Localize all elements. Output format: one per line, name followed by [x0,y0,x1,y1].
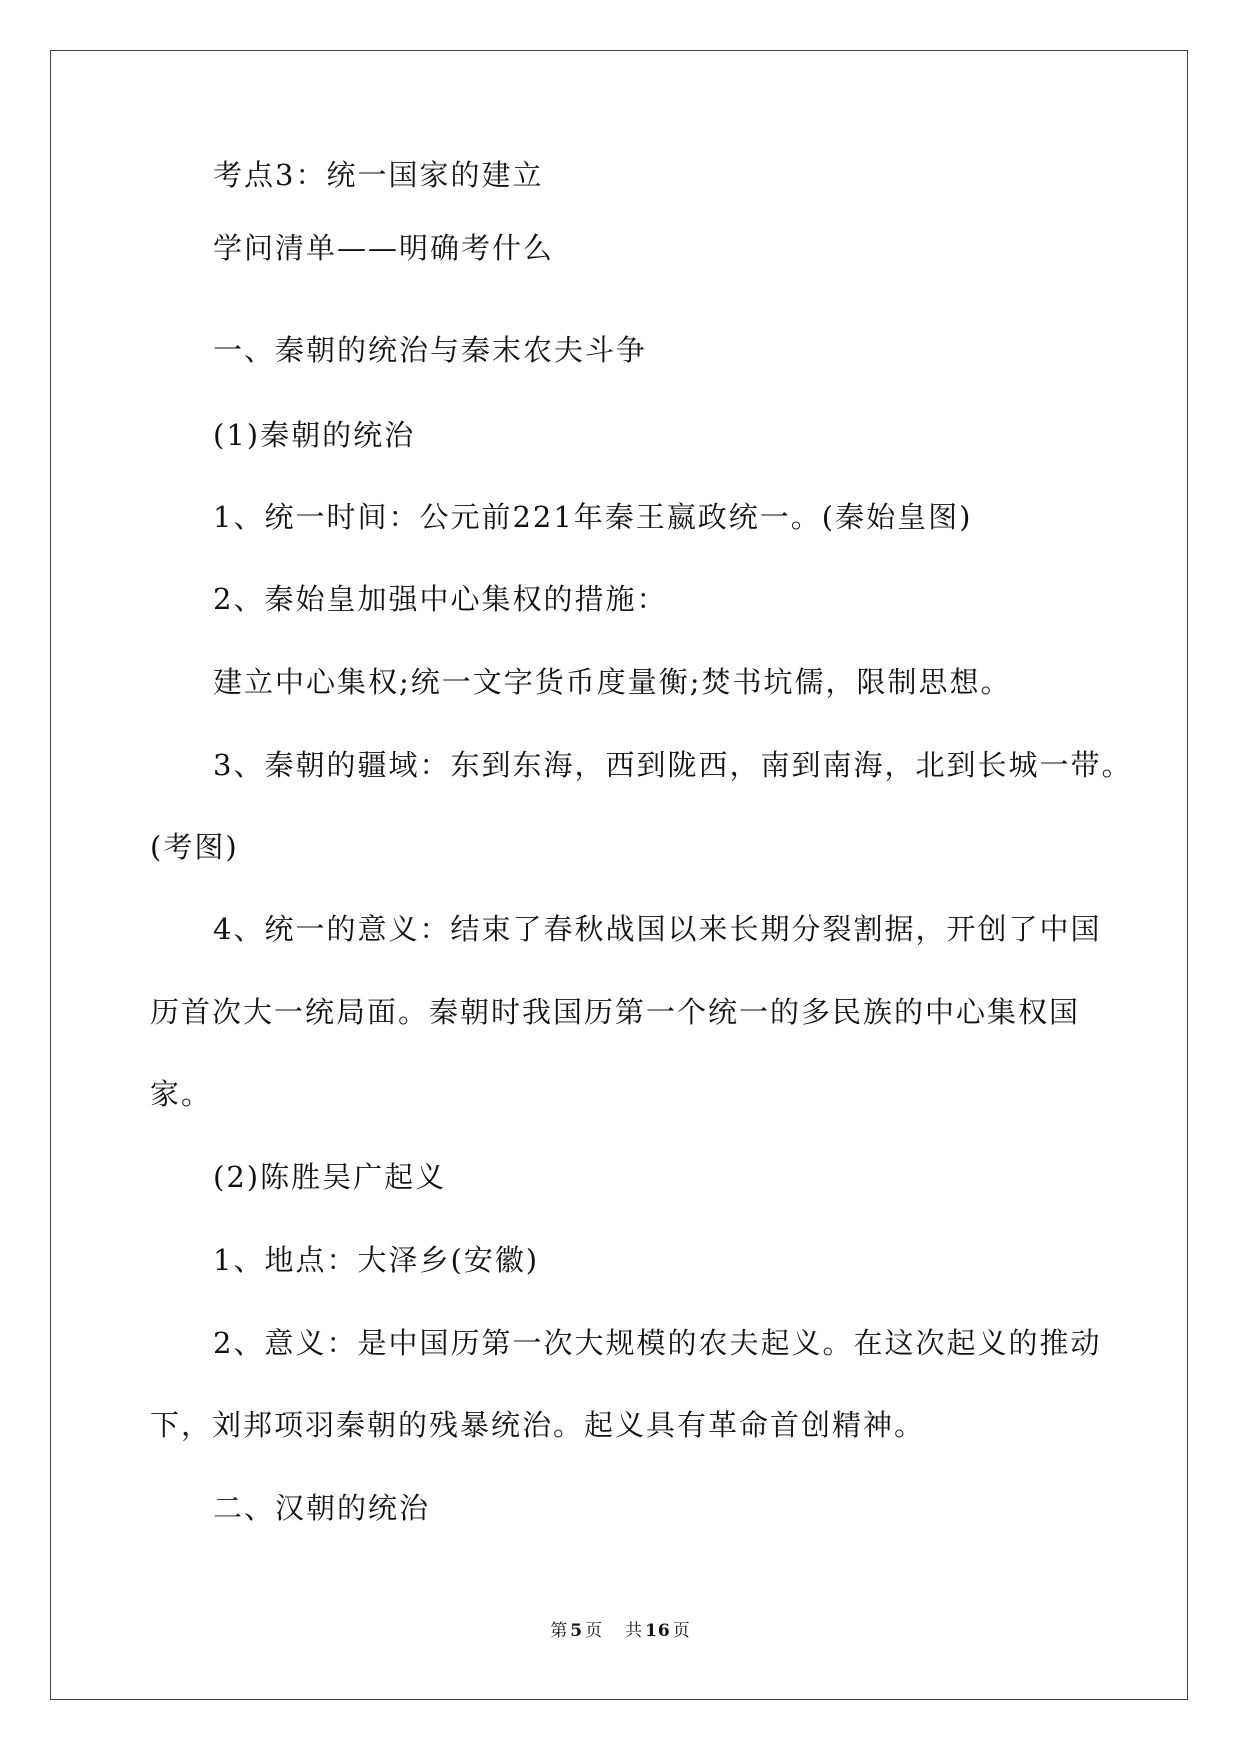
footer-total-pages: 16 [645,1621,671,1641]
subheading-xuewen: 学问清单——明确考什么 [213,231,555,265]
footer-total-prefix: 共 [625,1621,644,1641]
paragraph-line: 3、秦朝的疆域：东到东海，西到陇西，南到南海，北到长城一带。 [213,748,1133,782]
section-title-1: 一、秦朝的统治与秦末农夫斗争 [213,333,648,367]
paragraph-line: 家。 [150,1077,213,1111]
footer-page-suffix: 页 [585,1621,604,1641]
page-border [50,50,1188,1700]
paragraph-line: 下，刘邦项羽秦朝的残暴统治。起义具有革命首创精神。 [150,1408,926,1442]
heading-kaodian: 考点3：统一国家的建立 [213,158,544,192]
subsection-title-2: (2)陈胜吴广起义 [213,1160,447,1194]
paragraph-line: 建立中心集权;统一文字货币度量衡;焚书坑儒，限制思想。 [213,665,1012,699]
paragraph-line: 历首次大一统局面。秦朝时我国历第一个统一的多民族的中心集权国 [150,995,1081,1029]
section-title-2: 二、汉朝的统治 [213,1491,431,1525]
page-footer [0,1620,1241,1642]
paragraph-line: 1、统一时间：公元前221年秦王嬴政统一。(秦始皇图) [213,500,973,534]
footer-prefix: 第 [550,1621,569,1641]
paragraph-line: (考图) [150,830,239,864]
paragraph-line: 4、统一的意义：结束了春秋战国以来长期分裂割据，开创了中国 [213,912,1102,946]
paragraph-line: 1、地点：大泽乡(安徽) [213,1243,540,1277]
footer-page-number: 5 [570,1621,584,1641]
paragraph-line: 2、意义：是中国历第一次大规模的农夫起义。在这次起义的推动 [213,1326,1102,1360]
footer-total-suffix: 页 [672,1621,691,1641]
paragraph-line: 2、秦始皇加强中心集权的措施： [213,582,668,616]
subsection-title-1: (1)秦朝的统治 [213,418,416,452]
